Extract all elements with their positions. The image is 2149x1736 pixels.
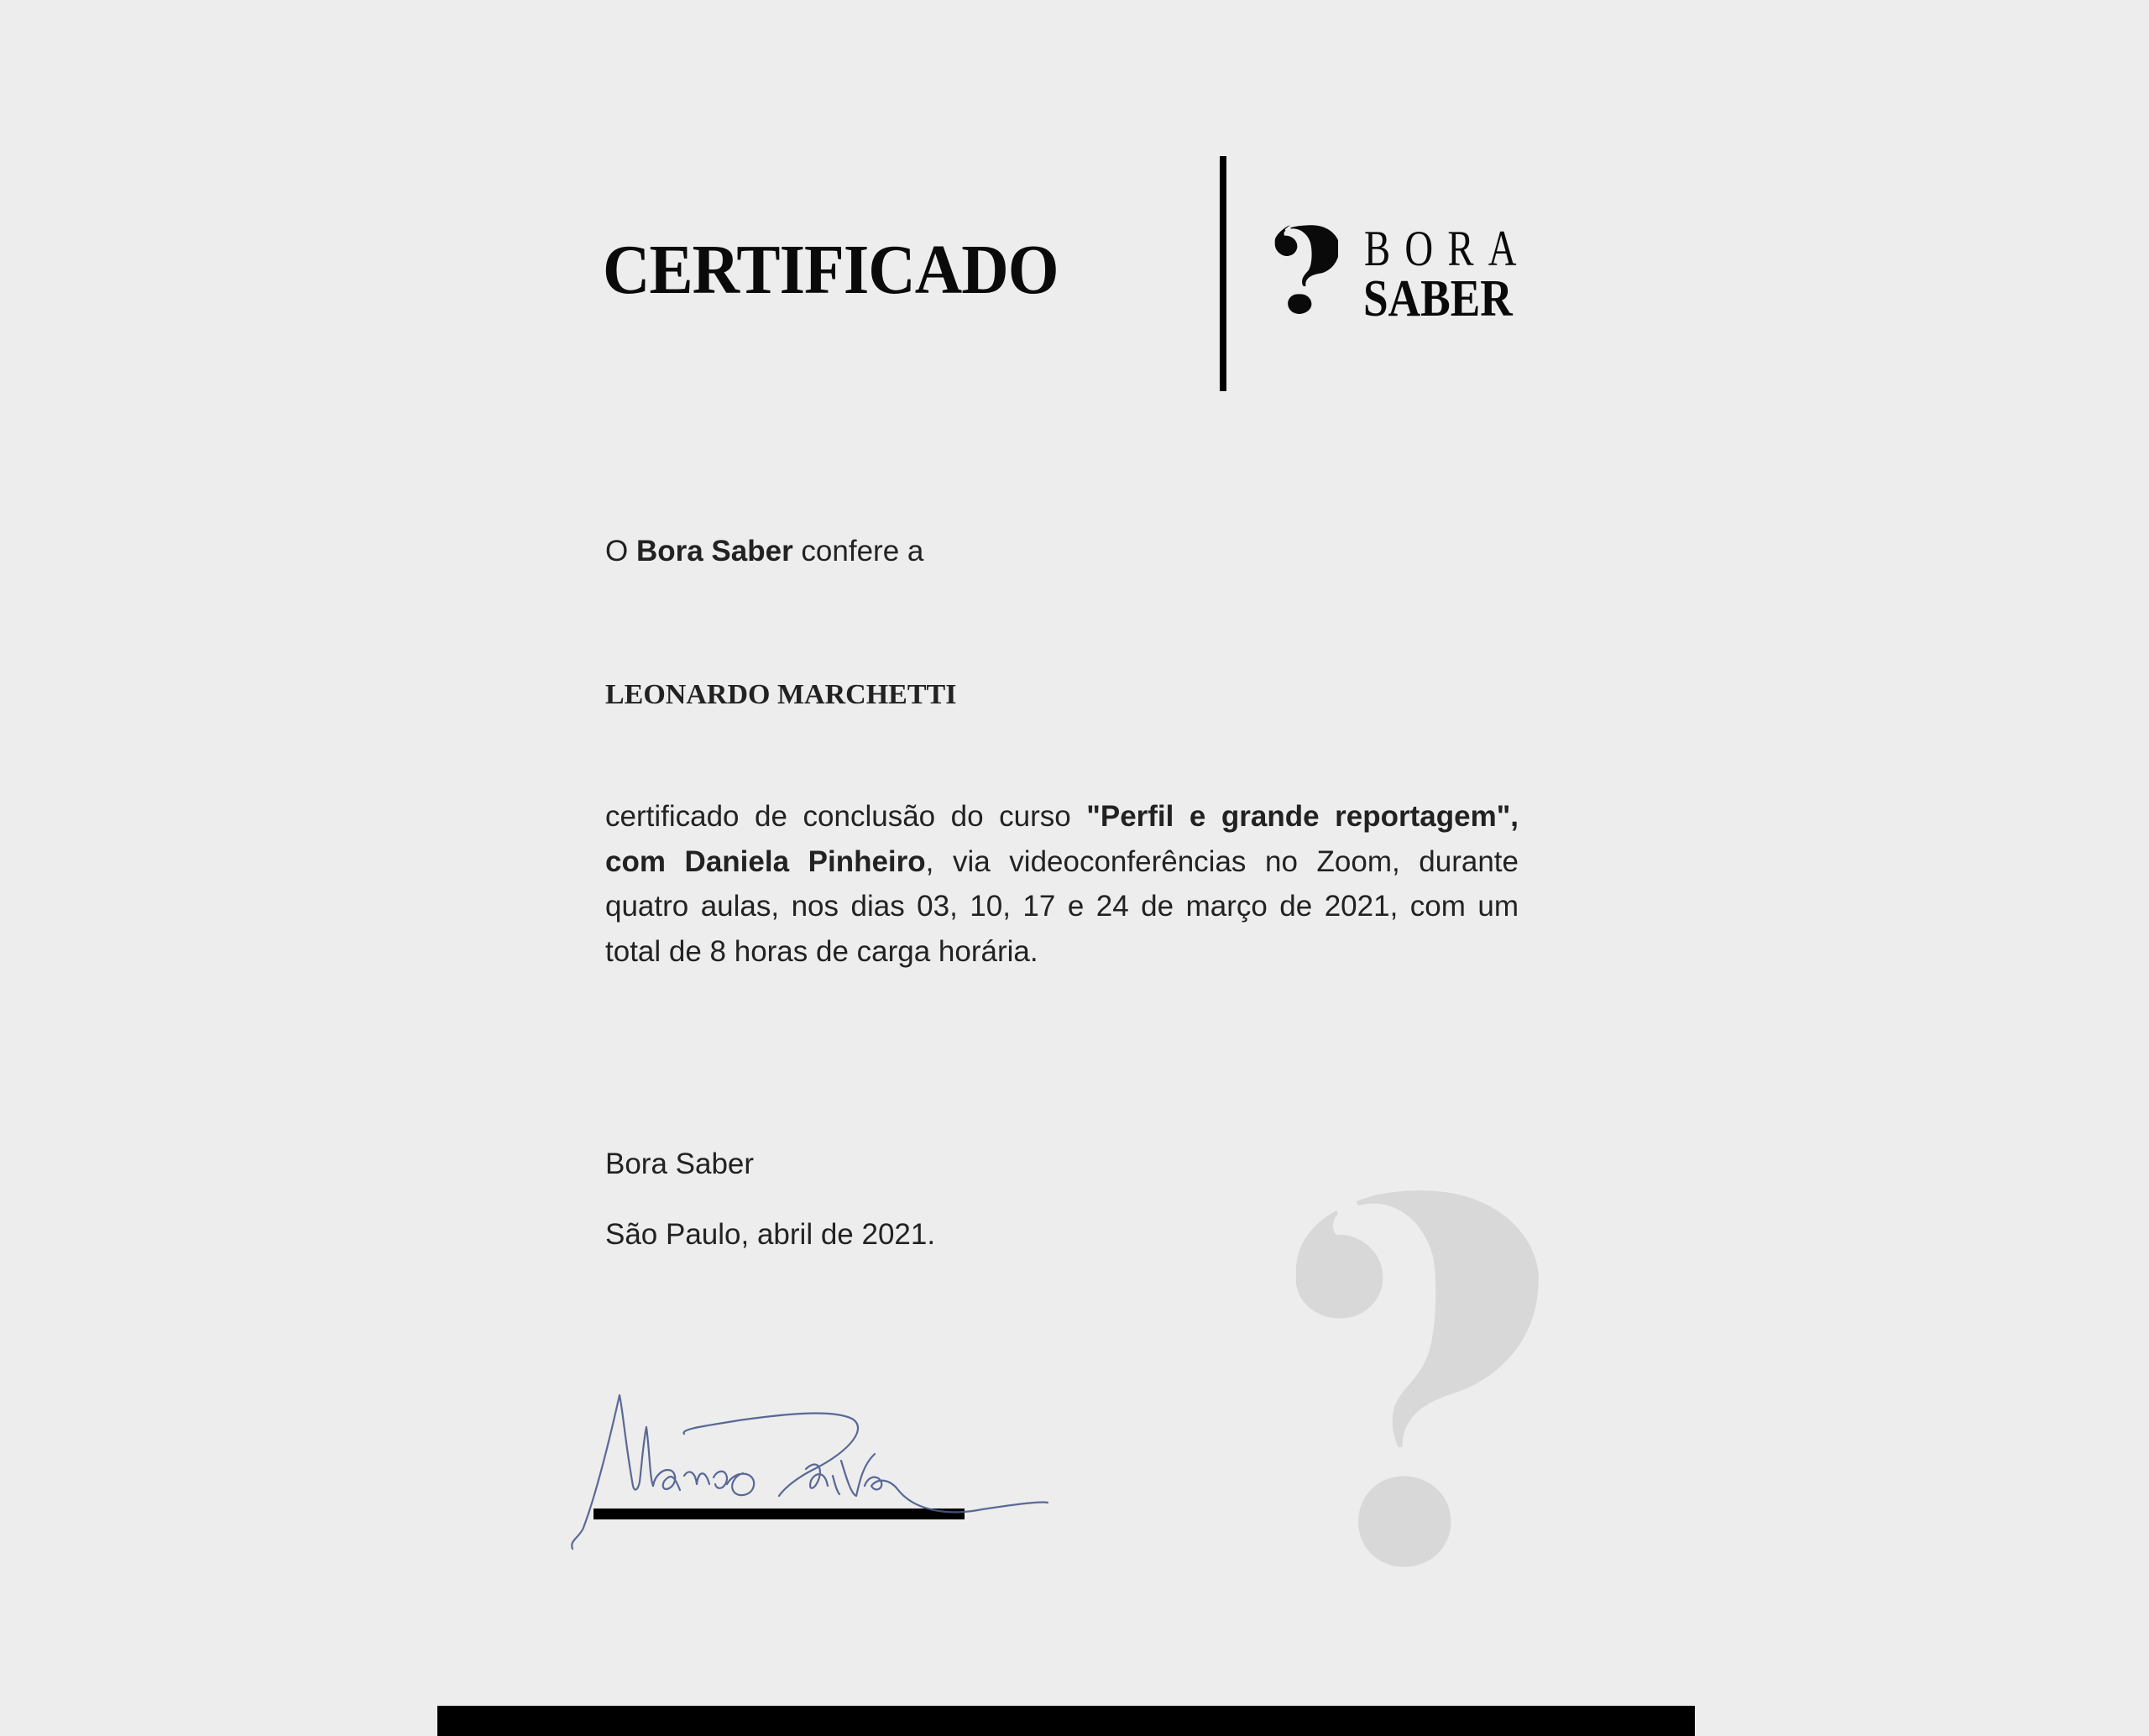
intro-org: Bora Saber [635,535,793,567]
issuer-name: Bora Saber [605,1148,755,1180]
footer-bar [437,1706,1695,1736]
intro-suffix: confere a [792,535,924,567]
intro-line [605,531,923,573]
logo-text-saber: SABER [1363,270,1513,327]
description-part2: , via videoconferências no Zoom, durante quatro aulas, nos dias 03, 10, 17 e 24 de março de 2021, com um total de 8 horas de carga horária. [605,844,1519,968]
signature-image [562,1377,1049,1561]
intro-prefix: O [605,535,636,567]
description-part1: certificado de conclusão do curso [605,800,1087,833]
place-date: São Paulo, abril de 2021. [605,1218,936,1251]
question-mark-icon [1274,220,1338,321]
course-and-instructor: "Perfil e grande reportagem", com Daniela Pinheiro [605,800,1519,878]
certificate-description [605,794,1519,974]
logo-text-bora: BORA [1364,221,1531,276]
certificate-title: CERTIFICADO [603,231,1059,309]
recipient-name: LEONARDO MARCHETTI [605,679,957,710]
header-divider [1220,156,1226,391]
question-mark-watermark-icon [1269,1169,1559,1626]
